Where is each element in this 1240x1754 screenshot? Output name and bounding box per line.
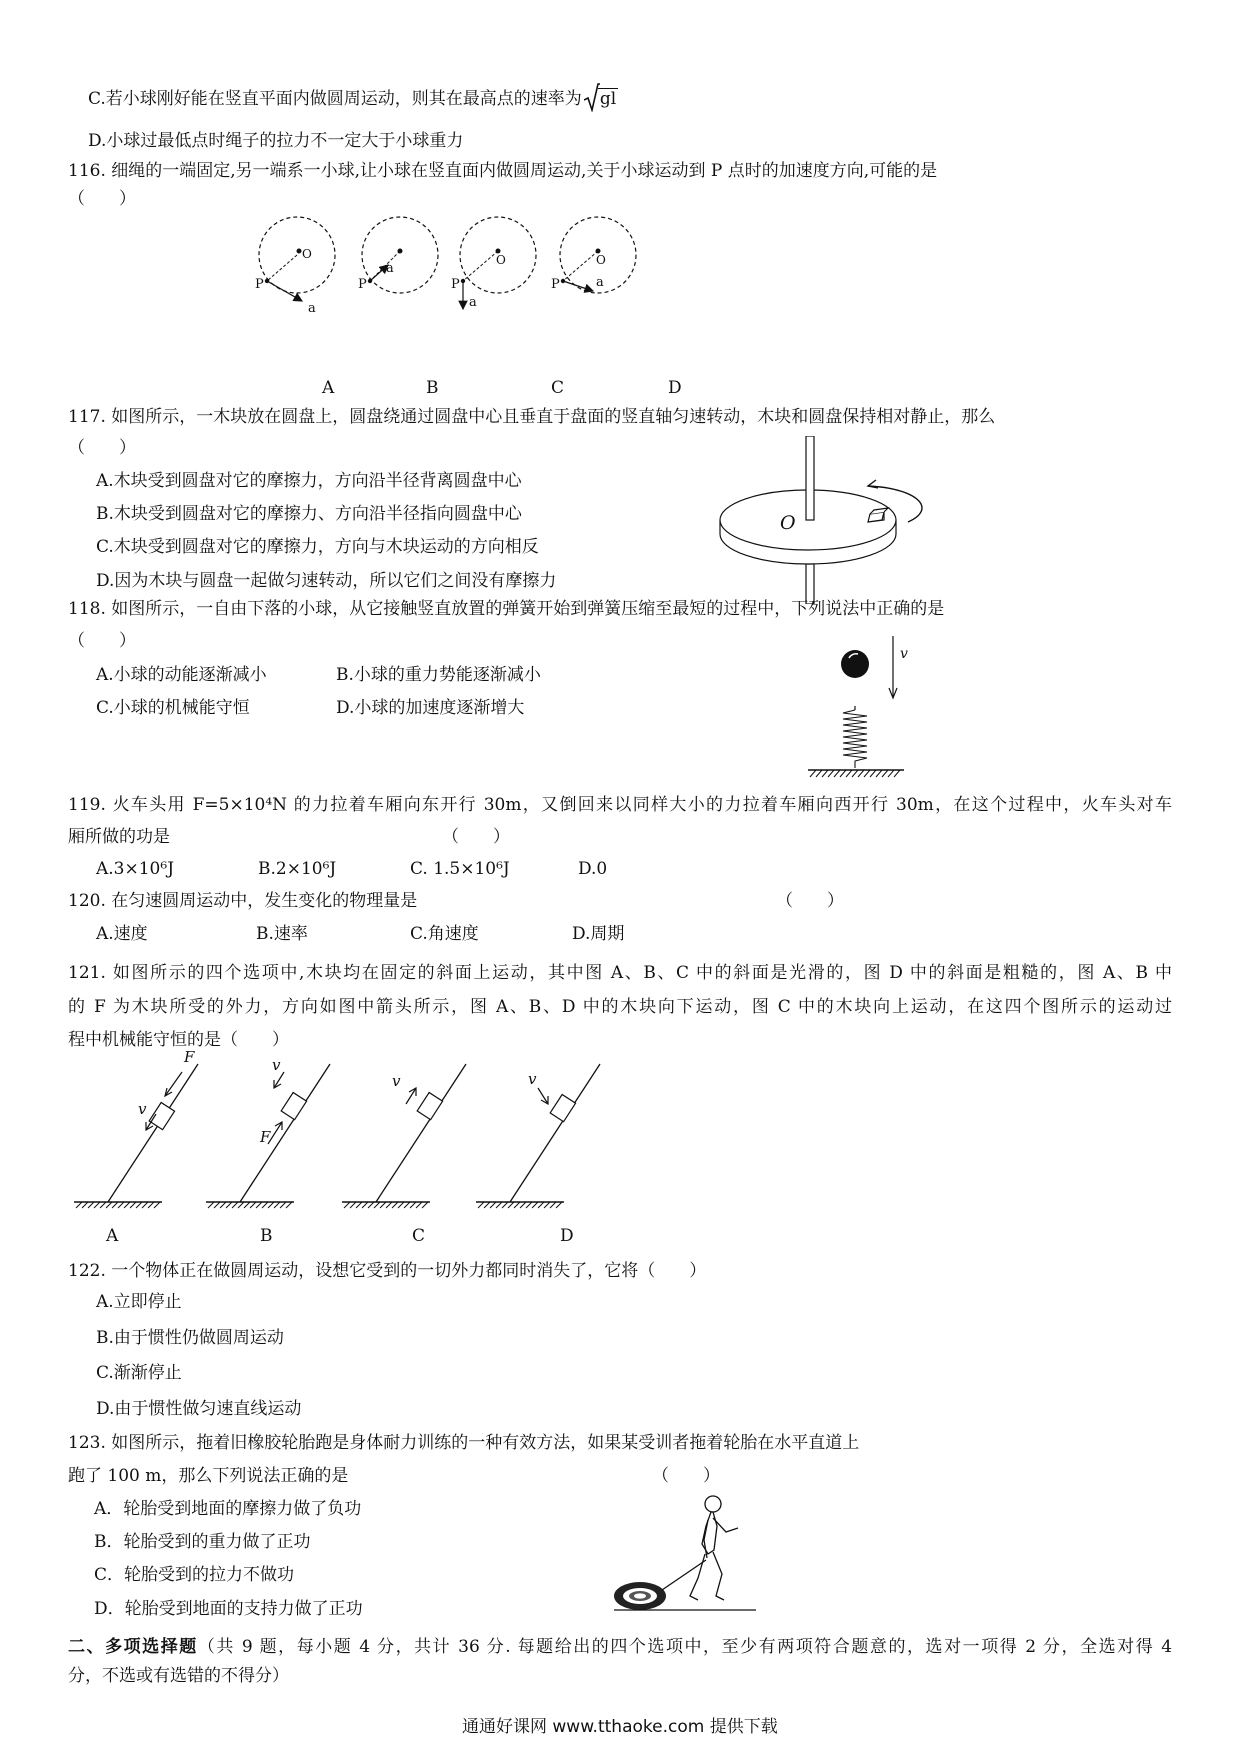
q117-disc-center-label: O [780, 512, 796, 534]
q117-disc-figure [718, 436, 928, 604]
q122-option-a: A.立即停止 [96, 1292, 182, 1312]
q119-stem-line2: 厢所做的功是 [68, 827, 170, 847]
q120-paren: （ ） [776, 891, 844, 911]
q117-option-d: D.因为木块与圆盘一起做匀速转动，所以它们之间没有摩擦力 [96, 571, 557, 591]
q121-figure-a [74, 1064, 198, 1208]
q120-option-d: D.周期 [572, 924, 625, 944]
q116-paren: （ ） [68, 189, 136, 209]
q118-option-a: A.小球的动能逐渐减小 [96, 665, 267, 685]
q123-stem-line2: 跑了 100 m，那么下列说法正确的是 [68, 1466, 349, 1486]
q119-paren: （ ） [442, 827, 510, 847]
section2-title: 二、多项选择题 [68, 1637, 198, 1657]
q121-caption-d: D [560, 1226, 574, 1246]
q116-o-label-c: O [496, 253, 506, 267]
q115-option-d: D.小球过最低点时绳子的拉力不一定大于小球重力 [88, 131, 464, 151]
q122-option-c: C.渐渐停止 [96, 1363, 182, 1383]
q119-option-b: B.2×10⁶J [258, 859, 337, 879]
q116-figure-b [362, 217, 438, 293]
q118-v-label: v [900, 646, 908, 662]
sqrt-radicand: gl [599, 89, 617, 109]
q116-o-label-a: O [302, 247, 312, 261]
q121-incline-figures [70, 1048, 670, 1212]
q121-line2: 的 F 为木块所受的外力，方向如图中箭头所示，图 A、B、D 中的木块向下运动，图 C 中的木块向上运动，在这四个图所示的运动过 [68, 997, 1172, 1017]
q119-option-a: A.3×10⁶J [96, 859, 175, 879]
q121-f-label-a: F [184, 1048, 195, 1066]
section2-line1 [68, 1636, 1172, 1658]
sqrt-symbol [584, 88, 618, 110]
q116-caption-d: D [668, 378, 682, 398]
q123-option-b: B．轮胎受到的重力做了正功 [94, 1532, 311, 1552]
q120-stem: 120. 在匀速圆周运动中，发生变化的物理量是 [68, 891, 418, 911]
q116-caption-b: B [426, 378, 439, 398]
q116-a-label-b: a [386, 261, 394, 276]
q119-option-c: C. 1.5×10⁶J [410, 859, 510, 879]
q122-stem: 122. 一个物体正在做圆周运动，设想它受到的一切外力都同时消失了，它将（ ） [68, 1261, 707, 1281]
q123-paren: （ ） [652, 1466, 720, 1486]
q118-option-d: D.小球的加速度逐渐增大 [336, 698, 525, 718]
section2-line2: 分，不选或有选错的不得分） [68, 1666, 289, 1686]
q116-caption-a: A [322, 378, 335, 398]
q116-p-label-d: P [551, 277, 560, 292]
q116-o-label-d: O [596, 253, 606, 267]
q121-v-label-c: v [392, 1072, 401, 1090]
q116-figure-a [259, 217, 335, 301]
q122-option-b: B.由于惯性仍做圆周运动 [96, 1328, 284, 1348]
q116-a-label-d: a [596, 275, 604, 290]
q115-option-c [88, 88, 618, 110]
q116-a-label-a: a [308, 301, 316, 316]
q121-caption-b: B [260, 1226, 273, 1246]
section2-line1-text: （共 9 题，每小题 4 分，共计 36 分. 每题给出的四个选项中，至少有两项符合题意的，选对一项得 2 分，全选对得 4 [197, 1637, 1173, 1657]
q116-a-label-c: a [469, 295, 477, 310]
q118-spring-figure [800, 628, 910, 788]
q118-paren: （ ） [68, 631, 136, 651]
q116-caption-c: C [551, 378, 565, 398]
q120-option-c: C.角速度 [410, 924, 479, 944]
q121-figure-c [342, 1064, 466, 1208]
q121-figure-d [476, 1064, 600, 1208]
q123-option-d: D．轮胎受到地面的支持力做了正功 [94, 1599, 363, 1619]
q120-option-b: B.速率 [256, 924, 308, 944]
q117-option-c: C.木块受到圆盘对它的摩擦力，方向与木块运动的方向相反 [96, 537, 539, 557]
q115-option-c-text: C.若小球刚好能在竖直平面内做圆周运动，则其在最高点的速率为 [88, 89, 582, 109]
page-footer: 通通好课网 www.tthaoke.com 提供下载 [462, 1717, 778, 1737]
q122-option-d: D.由于惯性做匀速直线运动 [96, 1399, 302, 1419]
q116-p-label-b: P [358, 277, 367, 292]
q118-option-b: B.小球的重力势能逐渐减小 [336, 665, 541, 685]
q121-f-label-b: F [260, 1128, 271, 1146]
q116-p-label-c: P [451, 277, 460, 292]
q117-paren: （ ） [68, 438, 136, 458]
q123-option-a: A．轮胎受到地面的摩擦力做了负功 [94, 1499, 362, 1519]
q121-caption-c: C [412, 1226, 426, 1246]
q121-v-label-d: v [528, 1070, 537, 1088]
q118-option-c: C.小球的机械能守恒 [96, 698, 250, 718]
q118-stem: 118. 如图所示，一自由下落的小球，从它接触竖直放置的弹簧开始到弹簧压缩至最短的过程中，下列说法中正确的是 [68, 599, 945, 619]
q117-option-a: A.木块受到圆盘对它的摩擦力，方向沿半径背离圆盘中心 [96, 471, 522, 491]
q119-stem-line1: 119. 火车头用 F=5×10⁴N 的力拉着车厢向东开行 30m，又倒回来以同样大小的力拉着车厢向西开行 30m，在这个过程中，火车头对车 [68, 795, 1172, 815]
q123-option-c: C．轮胎受到的拉力不做功 [94, 1565, 295, 1585]
q119-option-d: D.0 [578, 859, 608, 879]
q121-caption-a: A [106, 1226, 119, 1246]
q123-tire-runner-figure [610, 1492, 760, 1614]
q116-p-label-a: P [255, 277, 264, 292]
q123-stem-line1: 123. 如图所示，拖着旧橡胶轮胎跑是身体耐力训练的一种有效方法，如果某受训者拖着轮胎在水平直道上 [68, 1433, 860, 1453]
q116-figures [250, 205, 670, 325]
q117-option-b: B.木块受到圆盘对它的摩擦力、方向沿半径指向圆盘中心 [96, 504, 522, 524]
q120-option-a: A.速度 [96, 924, 148, 944]
q116-stem: 116. 细绳的一端固定,另一端系一小球,让小球在竖直面内做圆周运动,关于小球运动到 P 点时的加速度方向,可能的是 [68, 161, 938, 181]
q121-v-label-a: v [138, 1100, 147, 1118]
q117-stem: 117. 如图所示，一木块放在圆盘上，圆盘绕通过圆盘中心且垂直于盘面的竖直轴匀速转动，木块和圆盘保持相对静止，那么 [68, 407, 996, 427]
q121-line1: 121. 如图所示的四个选项中,木块均在固定的斜面上运动，其中图 A、B、C 中的斜面是光滑的，图 D 中的斜面是粗糙的，图 A、B 中 [68, 963, 1172, 983]
q121-line3: 程中机械能守恒的是（ ） [68, 1030, 289, 1050]
q121-v-label-b: v [272, 1056, 281, 1074]
